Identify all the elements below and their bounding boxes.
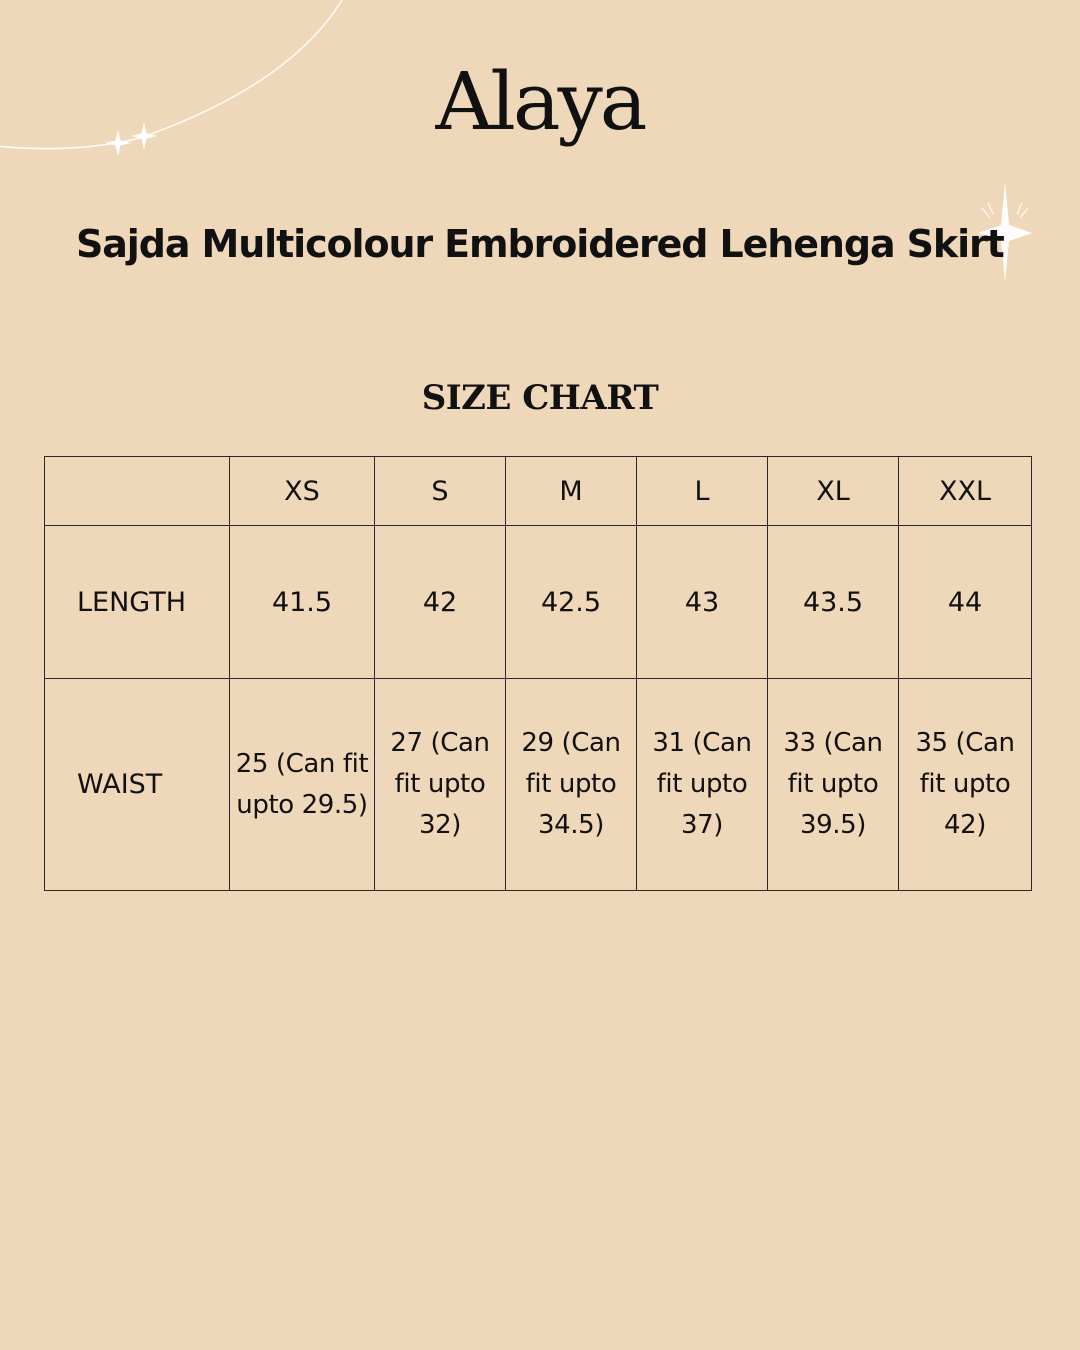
size-header-xxl: XXL xyxy=(899,457,1032,526)
size-header-m: M xyxy=(506,457,637,526)
table-header-row xyxy=(45,457,1032,526)
waist-cell-xl: 33 (Can fit upto 39.5) xyxy=(768,679,899,891)
waist-cell-xxl: 35 (Can fit upto 42) xyxy=(899,679,1032,891)
length-cell-s: 42 xyxy=(375,526,506,679)
brand-logo: Alaya xyxy=(435,55,645,148)
row-label-waist: WAIST xyxy=(45,679,230,891)
size-header-xl: XL xyxy=(768,457,899,526)
waist-cell-m: 29 (Can fit upto 34.5) xyxy=(506,679,637,891)
product-title: Sajda Multicolour Embroidered Lehenga Skirt xyxy=(76,222,1004,266)
table-row xyxy=(45,526,1032,679)
length-cell-l: 43 xyxy=(637,526,768,679)
table-corner-cell xyxy=(45,457,230,526)
size-chart-heading: SIZE CHART xyxy=(421,378,659,418)
length-cell-xl: 43.5 xyxy=(768,526,899,679)
row-label-length: LENGTH xyxy=(45,526,230,679)
size-header-l: L xyxy=(637,457,768,526)
size-header-s: S xyxy=(375,457,506,526)
waist-cell-s: 27 (Can fit upto 32) xyxy=(375,679,506,891)
size-chart-table xyxy=(44,456,1032,891)
table-row xyxy=(45,679,1032,891)
length-cell-m: 42.5 xyxy=(506,526,637,679)
length-cell-xxl: 44 xyxy=(899,526,1032,679)
length-cell-xs: 41.5 xyxy=(230,526,375,679)
size-header-xs: XS xyxy=(230,457,375,526)
waist-cell-l: 31 (Can fit upto 37) xyxy=(637,679,768,891)
waist-cell-xs: 25 (Can fit upto 29.5) xyxy=(230,679,375,891)
